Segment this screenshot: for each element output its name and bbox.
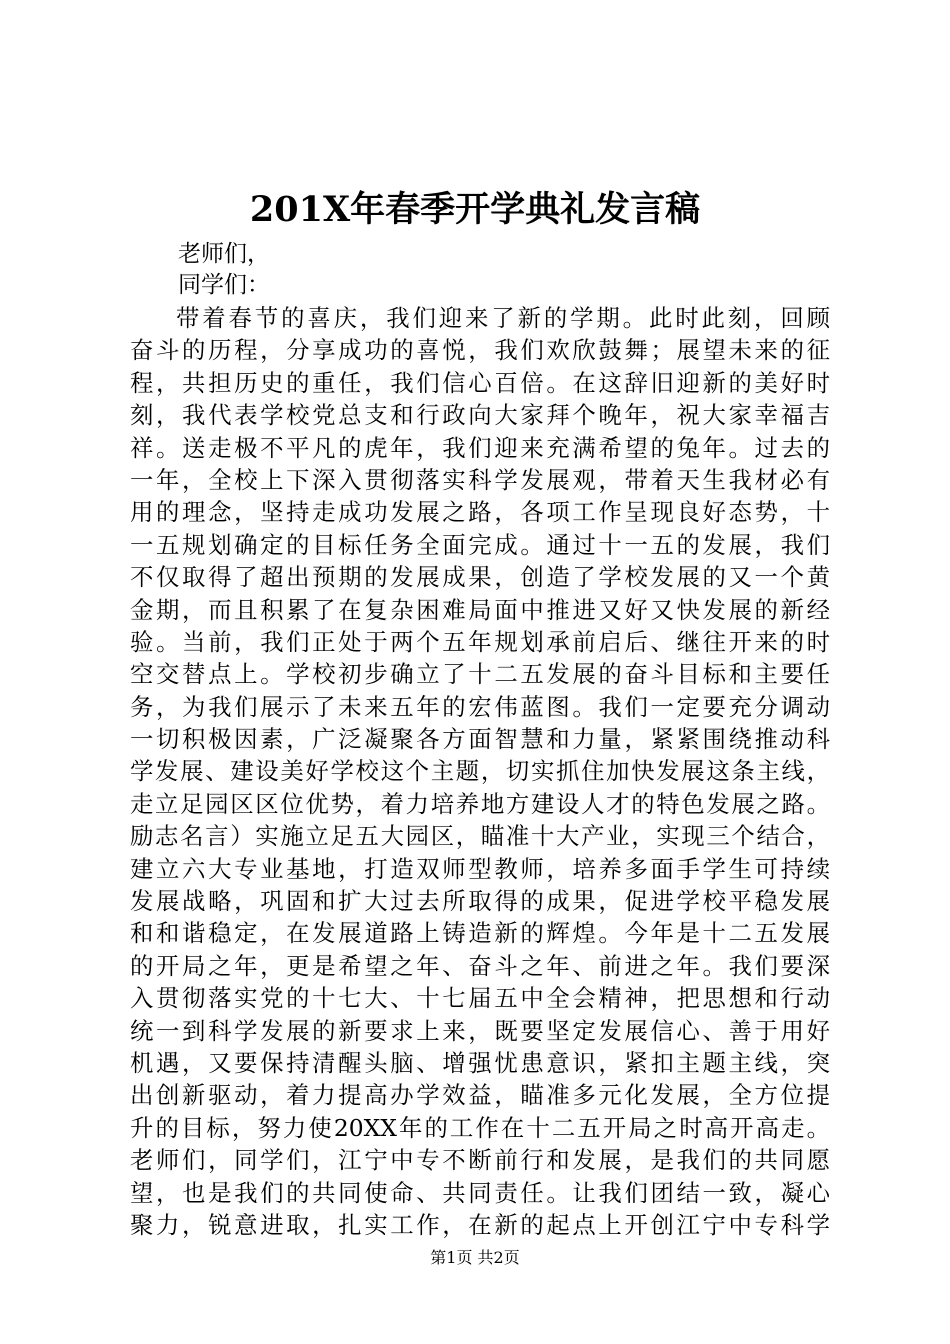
- body-line: 聚力，锐意进取，扎实工作，在新的起点上开创江宁中专科学: [130, 1210, 830, 1239]
- greeting-teachers: 老师们，: [178, 241, 270, 267]
- body-line: 出创新驱动，着力提高办学效益，瞄准多元化发展，全方位提: [130, 1081, 830, 1110]
- body-line: 机遇，又要保持清醒头脑、增强忧患意识，紧扣主题主线，突: [130, 1048, 830, 1077]
- body-line: 的开局之年，更是希望之年、奋斗之年、前进之年。我们要深: [130, 951, 830, 980]
- greeting-students: 同学们：: [178, 272, 270, 298]
- body-line: 一年，全校上下深入贯彻落实科学发展观，带着天生我材必有: [130, 465, 830, 494]
- body-line: 学发展、建设美好学校这个主题，切实抓住加快发展这条主线，: [130, 757, 830, 786]
- body-line: 务，为我们展示了未来五年的宏伟蓝图。我们一定要充分调动: [130, 692, 830, 721]
- body-line: 验。当前，我们正处于两个五年规划承前启后、继往开来的时: [130, 627, 830, 656]
- body-line: 不仅取得了超出预期的发展成果，创造了学校发展的又一个黄: [130, 563, 830, 592]
- body-line: 一五规划确定的目标任务全面完成。通过十一五的发展，我们: [130, 530, 830, 559]
- body-line: 望，也是我们的共同使命、共同责任。让我们团结一致，凝心: [130, 1178, 830, 1207]
- body-line: 统一到科学发展的新要求上来，既要坚定发展信心、善于用好: [130, 1016, 830, 1045]
- body-line: 奋斗的历程，分享成功的喜悦，我们欢欣鼓舞；展望未来的征: [130, 336, 830, 365]
- body-line: 带着春节的喜庆，我们迎来了新的学期。此时此刻，回顾: [176, 304, 830, 332]
- body-line: 升的目标，努力使20XX年的工作在十二五开局之时高开高走。: [130, 1113, 830, 1142]
- body-line: 祥。送走极不平凡的虎年，我们迎来充满希望的兔年。过去的: [130, 433, 830, 462]
- body-line: 刻，我代表学校党总支和行政向大家拜个晚年，祝大家幸福吉: [130, 401, 830, 430]
- body-line: 入贯彻落实党的十七大、十七届五中全会精神，把思想和行动: [130, 984, 830, 1013]
- body-line: 一切积极因素，广泛凝聚各方面智慧和力量，紧紧围绕推动科: [130, 725, 830, 754]
- document-title: 201X年春季开学典礼发言稿: [249, 189, 701, 230]
- body-line: 用的理念，坚持走成功发展之路，各项工作呈现良好态势，十: [130, 498, 830, 527]
- body-line: 程，共担历史的重任，我们信心百倍。在这辞旧迎新的美好时: [130, 368, 830, 397]
- body-line: 走立足园区区位优势，着力培养地方建设人才的特色发展之路。: [130, 789, 830, 818]
- body-line: 励志名言）实施立足五大园区，瞄准十大产业，实现三个结合，: [130, 822, 830, 851]
- page-footer: 第1页 共2页: [430, 1248, 520, 1267]
- body-line: 和和谐稳定，在发展道路上铸造新的辉煌。今年是十二五发展: [130, 919, 830, 948]
- body-line: 金期，而且积累了在复杂困难局面中推进又好又快发展的新经: [130, 595, 830, 624]
- body-line: 发展战略，巩固和扩大过去所取得的成果，促进学校平稳发展: [130, 887, 830, 916]
- body-line: 建立六大专业基地，打造双师型教师，培养多面手学生可持续: [130, 854, 830, 883]
- body-line: 空交替点上。学校初步确立了十二五发展的奋斗目标和主要任: [130, 660, 830, 689]
- body-line: 老师们，同学们，江宁中专不断前行和发展，是我们的共同愿: [130, 1146, 830, 1175]
- body-text: [130, 302, 830, 1241]
